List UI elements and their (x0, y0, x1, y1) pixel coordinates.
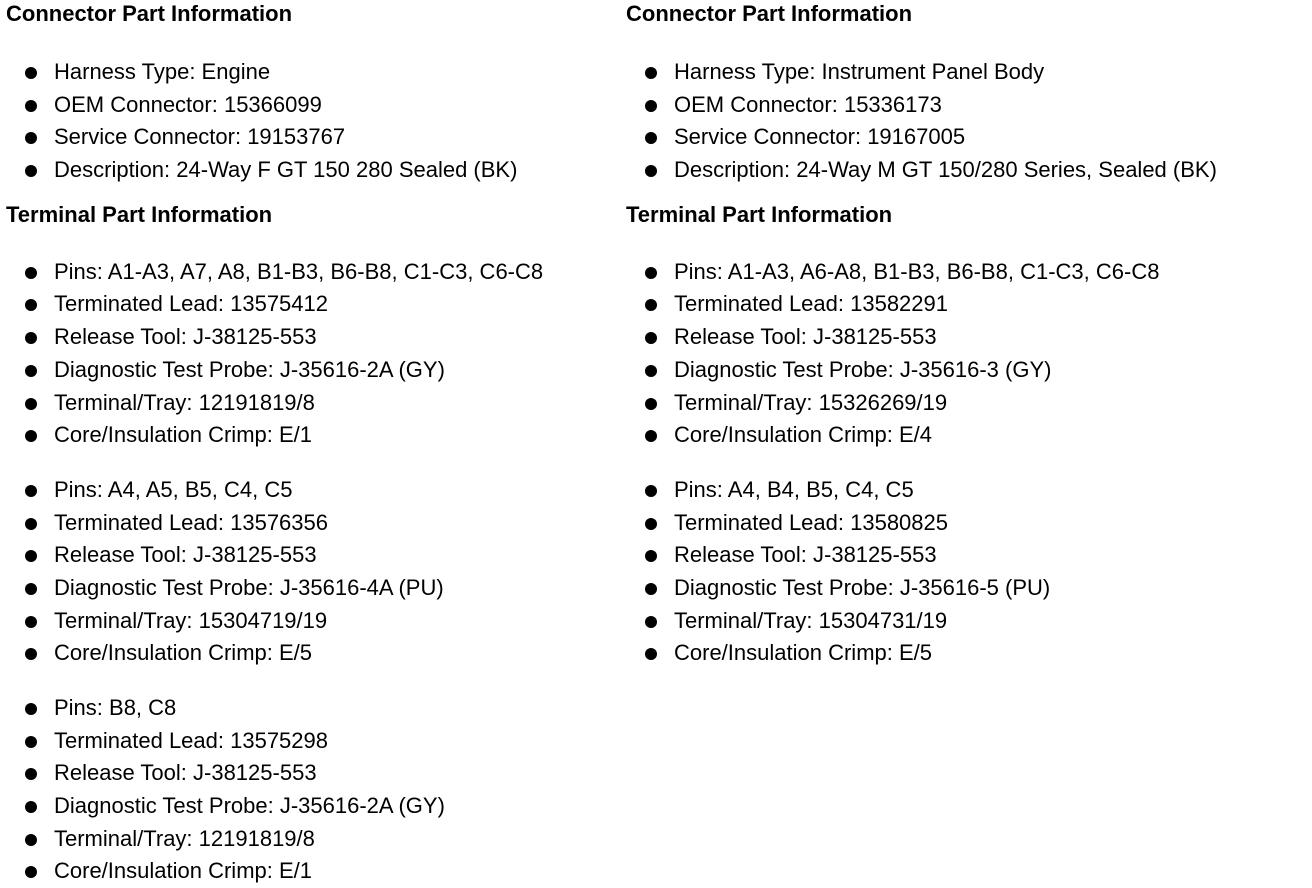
list-item (626, 321, 1306, 354)
bullet-icon (25, 430, 37, 442)
list-item (6, 321, 620, 354)
item-text: Diagnostic Test Probe: J-35616-2A (GY) (54, 356, 445, 382)
connector-info-list (626, 56, 1306, 187)
list-item (6, 605, 620, 638)
bullet-icon (645, 583, 657, 595)
bullet-icon (25, 67, 37, 79)
bullet-icon (25, 736, 37, 748)
bullet-icon (645, 550, 657, 562)
list-item (6, 419, 620, 452)
list-item (626, 154, 1306, 187)
list-item (6, 539, 620, 572)
left-connector-column (6, 0, 620, 888)
terminal-group-1 (6, 256, 620, 452)
item-text: Pins: A4, A5, B5, C4, C5 (54, 476, 293, 502)
bullet-icon (645, 100, 657, 112)
list-item (6, 154, 620, 187)
bullet-icon (25, 866, 37, 878)
item-text: Terminated Lead: 13575298 (54, 727, 328, 753)
list-item (626, 637, 1306, 670)
list-item (626, 56, 1306, 89)
list-item (6, 725, 620, 758)
item-text: Service Connector: 19153767 (54, 124, 346, 150)
item-text: Pins: A1-A3, A6-A8, B1-B3, B6-B8, C1-C3, C6-C8 (674, 258, 1160, 284)
item-text: Service Connector: 19167005 (674, 124, 966, 150)
list-item (6, 572, 620, 605)
terminal-group-1 (626, 256, 1306, 452)
right-connector-column (626, 0, 1306, 670)
bullet-icon (25, 267, 37, 279)
bullet-icon (25, 648, 37, 660)
bullet-icon (645, 132, 657, 144)
bullet-icon (25, 616, 37, 628)
bullet-icon (645, 485, 657, 497)
connector-part-heading: Connector Part Information (626, 1, 913, 26)
connector-info-list (6, 56, 620, 187)
bullet-icon (25, 398, 37, 410)
item-text: Core/Insulation Crimp: E/5 (54, 640, 312, 666)
list-item (626, 605, 1306, 638)
list-item (6, 474, 620, 507)
connector-part-heading: Connector Part Information (6, 1, 293, 26)
bullet-icon (25, 485, 37, 497)
bullet-icon (25, 165, 37, 177)
list-item (6, 256, 620, 289)
item-text: Diagnostic Test Probe: J-35616-2A (GY) (54, 793, 445, 819)
bullet-icon (645, 67, 657, 79)
item-text: Core/Insulation Crimp: E/1 (54, 858, 312, 884)
bullet-icon (25, 801, 37, 813)
item-text: Diagnostic Test Probe: J-35616-5 (PU) (674, 574, 1051, 600)
item-text: Terminal/Tray: 12191819/8 (54, 389, 315, 415)
item-text: Terminated Lead: 13575412 (54, 291, 328, 317)
item-text: OEM Connector: 15336173 (674, 91, 942, 117)
bullet-icon (645, 648, 657, 660)
list-item (626, 572, 1306, 605)
item-text: Pins: B8, C8 (54, 695, 177, 720)
list-item (626, 121, 1306, 154)
bullet-icon (645, 518, 657, 530)
list-item (6, 56, 620, 89)
list-item (6, 89, 620, 122)
item-text: Harness Type: Engine (54, 59, 271, 84)
list-item (6, 823, 620, 856)
bullet-icon (25, 550, 37, 562)
item-text: Release Tool: J-38125-553 (674, 542, 937, 568)
item-text: Terminal/Tray: 15304731/19 (674, 607, 948, 633)
list-item (6, 757, 620, 790)
item-text: Description: 24-Way M GT 150/280 Series, Sealed (BK) (674, 157, 1217, 183)
list-item (626, 507, 1306, 540)
list-item (626, 474, 1306, 507)
item-text: Terminal/Tray: 12191819/8 (54, 825, 315, 851)
item-text: Diagnostic Test Probe: J-35616-4A (PU) (54, 574, 444, 600)
list-item (6, 288, 620, 321)
terminal-group-2 (626, 474, 1306, 670)
bullet-icon (25, 834, 37, 846)
terminal-part-heading: Terminal Part Information (6, 201, 273, 227)
bullet-icon (645, 332, 657, 344)
list-item (626, 354, 1306, 387)
item-text: Pins: A4, B4, B5, C4, C5 (674, 476, 914, 502)
item-text: Core/Insulation Crimp: E/1 (54, 422, 312, 448)
bullet-icon (645, 398, 657, 410)
item-text: Core/Insulation Crimp: E/4 (674, 422, 932, 448)
item-text: Release Tool: J-38125-553 (54, 542, 317, 568)
terminal-part-heading: Terminal Part Information (626, 201, 893, 227)
list-item (6, 387, 620, 420)
bullet-icon (645, 267, 657, 279)
bullet-icon (25, 100, 37, 112)
item-text: Release Tool: J-38125-553 (54, 324, 317, 350)
item-text: Release Tool: J-38125-553 (674, 324, 937, 350)
bullet-icon (645, 365, 657, 377)
item-text: Terminated Lead: 13576356 (54, 509, 328, 535)
item-text: Release Tool: J-38125-553 (54, 760, 317, 786)
list-item (6, 790, 620, 823)
list-item (626, 419, 1306, 452)
bullet-icon (25, 299, 37, 311)
list-item (626, 288, 1306, 321)
item-text: Core/Insulation Crimp: E/5 (674, 640, 932, 666)
list-item (6, 637, 620, 670)
item-text: Pins: A1-A3, A7, A8, B1-B3, B6-B8, C1-C3, C6-C8 (54, 258, 544, 284)
item-text: Terminal/Tray: 15304719/19 (54, 607, 328, 633)
bullet-icon (25, 365, 37, 377)
bullet-icon (25, 332, 37, 344)
list-item (626, 387, 1306, 420)
list-item (6, 354, 620, 387)
item-text: OEM Connector: 15366099 (54, 91, 322, 117)
list-item (6, 855, 620, 888)
bullet-icon (25, 583, 37, 595)
bullet-icon (645, 616, 657, 628)
item-text: Description: 24-Way F GT 150 280 Sealed (BK) (54, 157, 518, 183)
item-text: Terminated Lead: 13580825 (674, 509, 948, 535)
list-item (626, 89, 1306, 122)
list-item (626, 256, 1306, 289)
bullet-icon (645, 165, 657, 177)
bullet-icon (25, 768, 37, 780)
terminal-group-3 (6, 692, 620, 888)
item-text: Terminal/Tray: 15326269/19 (674, 389, 948, 415)
bullet-icon (645, 299, 657, 311)
terminal-group-2 (6, 474, 620, 670)
bullet-icon (25, 518, 37, 530)
list-item (6, 507, 620, 540)
list-item (6, 121, 620, 154)
bullet-icon (25, 132, 37, 144)
item-text: Terminated Lead: 13582291 (674, 291, 948, 317)
item-text: Harness Type: Instrument Panel Body (674, 59, 1045, 84)
list-item (626, 539, 1306, 572)
bullet-icon (645, 430, 657, 442)
list-item (6, 692, 620, 725)
item-text: Diagnostic Test Probe: J-35616-3 (GY) (674, 356, 1052, 382)
bullet-icon (25, 703, 37, 715)
